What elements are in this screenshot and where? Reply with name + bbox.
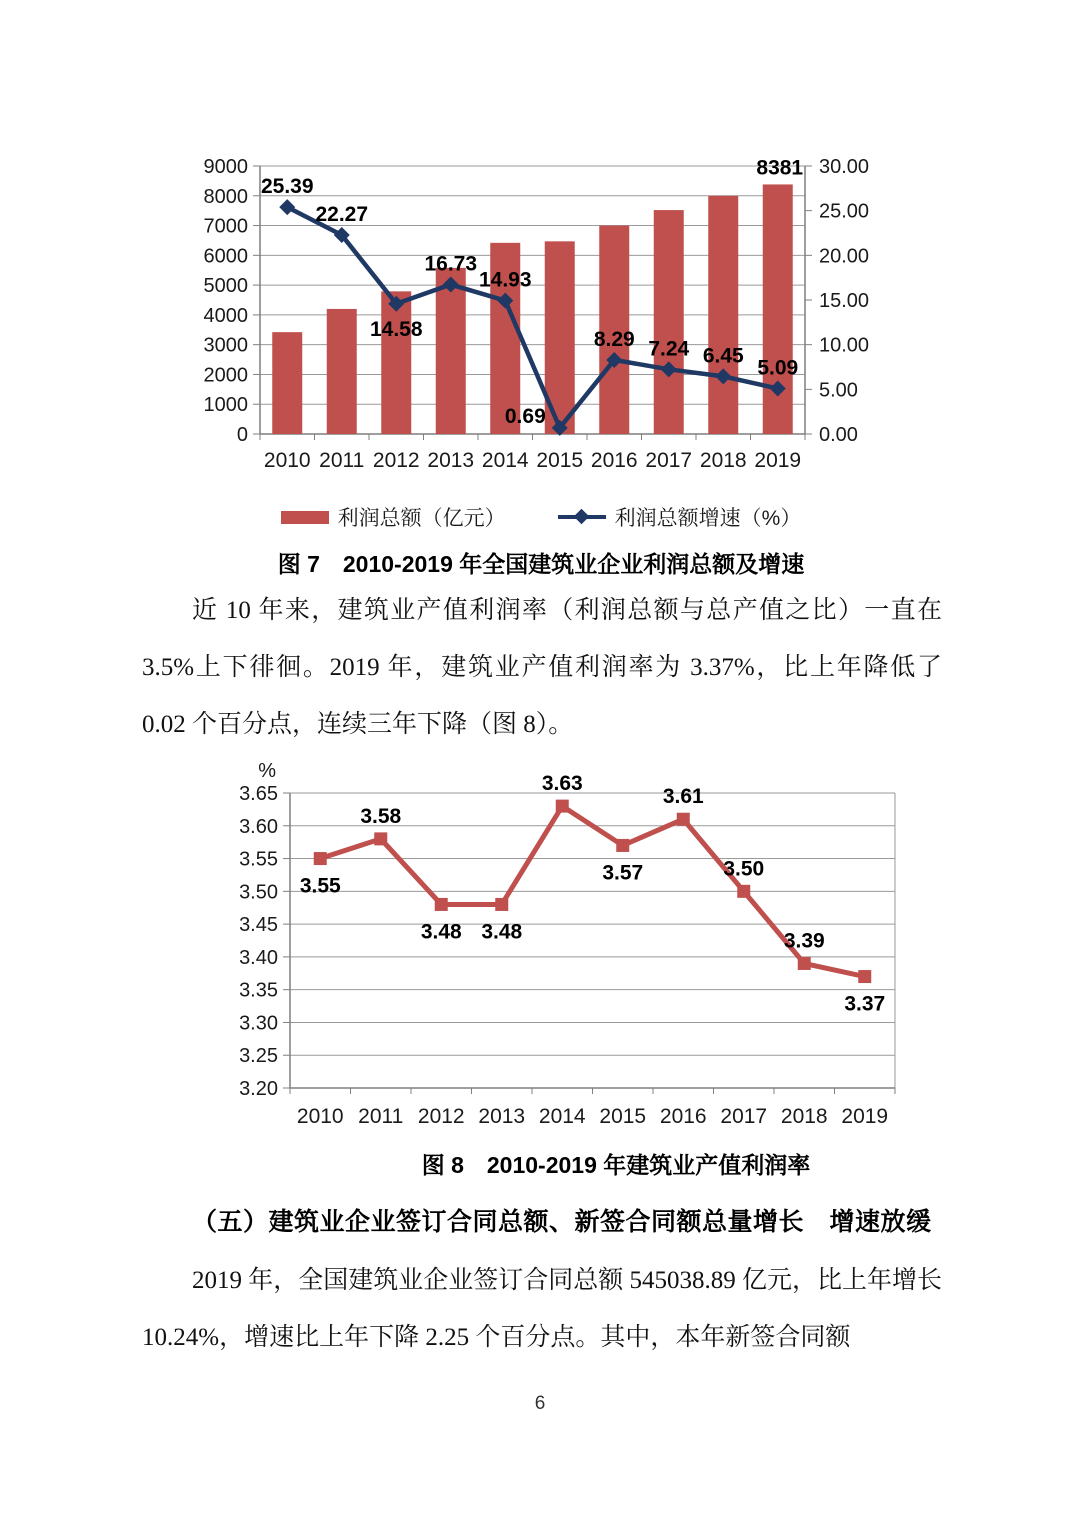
- figure7-legend: [155, 502, 927, 532]
- x-axis-label: 2014: [538, 1105, 586, 1128]
- x-axis-label: 2017: [720, 1105, 768, 1128]
- figure7: [155, 148, 927, 579]
- y-axis-tick-label: 3.50: [239, 881, 278, 904]
- y-axis-tick-label: 3.40: [239, 946, 278, 969]
- left-axis-tick-label: 2000: [203, 364, 248, 387]
- data-label: 25.39: [260, 175, 314, 199]
- square-marker: [314, 852, 327, 865]
- left-axis-tick-label: 6000: [203, 245, 248, 268]
- data-label: 3.39: [783, 929, 825, 953]
- x-axis-label: 2018: [699, 449, 747, 472]
- right-axis-tick-label: 30.00: [819, 156, 870, 178]
- data-label: 14.58: [369, 317, 423, 341]
- y-axis-tick-label: 3.35: [239, 979, 278, 1002]
- figure7-combo-chart: [155, 148, 927, 480]
- x-axis-label: 2015: [536, 449, 584, 472]
- figure8: [230, 763, 1002, 1180]
- square-marker: [495, 898, 508, 911]
- bar: [708, 196, 738, 434]
- y-axis-tick-label: 3.65: [239, 783, 278, 805]
- x-axis-label: 2014: [481, 449, 529, 472]
- y-axis-tick-label: 3.45: [239, 914, 278, 937]
- x-axis-label: 2019: [841, 1105, 889, 1128]
- left-axis-tick-label: 4000: [203, 304, 248, 327]
- y-axis-tick-label: 3.25: [239, 1045, 278, 1068]
- data-label: 3.63: [541, 772, 583, 796]
- line-swatch-icon: [558, 515, 606, 519]
- square-marker: [616, 839, 629, 852]
- data-label: 22.27: [315, 203, 369, 227]
- data-label: 3.50: [723, 857, 765, 881]
- data-label: 3.58: [360, 804, 402, 828]
- bar: [327, 309, 357, 434]
- data-label: 16.73: [424, 252, 478, 276]
- section-heading-5: （五）建筑业企业签订合同总额、新签合同额总量增长 增速放缓: [192, 1208, 932, 1236]
- data-label: 3.48: [481, 920, 523, 944]
- square-marker: [737, 885, 750, 898]
- left-axis-tick-label: 3000: [203, 334, 248, 357]
- bar: [272, 332, 302, 434]
- data-label: 14.93: [478, 268, 532, 292]
- bar-swatch-icon: [281, 511, 329, 524]
- legend-label-profit-total: 利润总额（亿元）: [337, 507, 506, 530]
- square-marker: [798, 957, 811, 970]
- square-marker: [858, 970, 871, 983]
- bar: [654, 210, 684, 434]
- right-axis-tick-label: 15.00: [819, 290, 870, 312]
- left-axis-tick-label: 0: [236, 424, 248, 446]
- square-marker: [374, 832, 387, 845]
- figure7-caption: 图 7 2010-2019 年全国建筑业企业利润总额及增速: [277, 551, 805, 577]
- x-axis-label: 2016: [659, 1105, 707, 1128]
- data-label: 8.29: [593, 327, 635, 351]
- x-axis-label: 2016: [590, 449, 638, 472]
- figure8-line-chart: [230, 763, 1002, 1131]
- square-marker: [677, 813, 690, 826]
- left-axis-tick-label: 8000: [203, 185, 248, 208]
- right-axis-tick-label: 20.00: [819, 245, 870, 268]
- x-axis-label: 2015: [599, 1105, 647, 1128]
- paragraph-profit-margin: 近 10 年来，建筑业产值利润率（利润总额与总产值之比）一直在 3.5%上下徘徊。2019 年，建筑业产值利润率为 3.37%，比上年降低了 0.02 个百分点，连续三年下降（图 8）。: [142, 597, 942, 738]
- x-axis-label: 2013: [427, 449, 475, 472]
- right-axis-tick-label: 0.00: [819, 424, 858, 446]
- bar: [381, 291, 411, 434]
- x-axis-label: 2017: [645, 449, 693, 472]
- x-axis-label: 2010: [296, 1105, 344, 1128]
- square-marker: [556, 800, 569, 813]
- left-axis-tick-label: 9000: [203, 156, 248, 178]
- page-number: 6: [534, 1393, 546, 1414]
- data-label: 6.45: [702, 344, 744, 368]
- x-axis-label: 2018: [780, 1105, 828, 1128]
- left-axis-tick-label: 7000: [203, 215, 248, 238]
- bar-value-label: 8381: [756, 156, 804, 180]
- legend-item-profit-total: [281, 502, 506, 532]
- figure8-caption: 图 8 2010-2019 年建筑业产值利润率: [421, 1152, 811, 1178]
- data-label: 5.09: [757, 356, 799, 380]
- right-axis-tick-label: 10.00: [819, 334, 870, 357]
- x-axis-label: 2019: [754, 449, 802, 472]
- square-marker: [435, 898, 448, 911]
- diamond-marker-icon: [573, 509, 589, 525]
- x-axis-label: 2011: [319, 449, 365, 472]
- legend-label-profit-growth: 利润总额增速（%）: [614, 507, 802, 530]
- data-label: 3.57: [602, 861, 644, 885]
- y-axis-tick-label: 3.30: [239, 1012, 278, 1035]
- right-axis-tick-label: 25.00: [819, 200, 870, 223]
- y-axis-tick-label: 3.20: [239, 1078, 278, 1100]
- x-axis-label: 2011: [358, 1105, 404, 1128]
- paragraph-contract-total: 2019 年，全国建筑业企业签订合同总额 545038.89 亿元，比上年增长 10.24%，增速比上年下降 2.25 个百分点。其中，本年新签合同额: [142, 1267, 943, 1351]
- data-label: 0.69: [504, 404, 546, 428]
- x-axis-label: 2012: [372, 449, 420, 472]
- x-axis-label: 2013: [478, 1105, 526, 1128]
- left-axis-tick-label: 5000: [203, 275, 248, 298]
- x-axis-label: 2012: [417, 1105, 465, 1128]
- bar: [436, 268, 466, 434]
- diamond-marker: [279, 199, 295, 215]
- line-series: [287, 207, 778, 428]
- legend-item-profit-growth: [558, 502, 802, 532]
- y-axis-unit-label: %: [258, 763, 276, 782]
- left-axis-tick-label: 1000: [203, 394, 248, 417]
- x-axis-label: 2010: [263, 449, 311, 472]
- data-label: 3.37: [844, 992, 886, 1016]
- data-label: 3.61: [662, 785, 704, 809]
- y-axis-tick-label: 3.60: [239, 815, 278, 838]
- right-axis-tick-label: 5.00: [819, 379, 858, 402]
- data-label: 3.55: [299, 874, 341, 898]
- bar: [763, 184, 793, 434]
- data-label: 7.24: [648, 337, 690, 361]
- y-axis-tick-label: 3.55: [239, 848, 278, 871]
- data-label: 3.48: [420, 920, 462, 944]
